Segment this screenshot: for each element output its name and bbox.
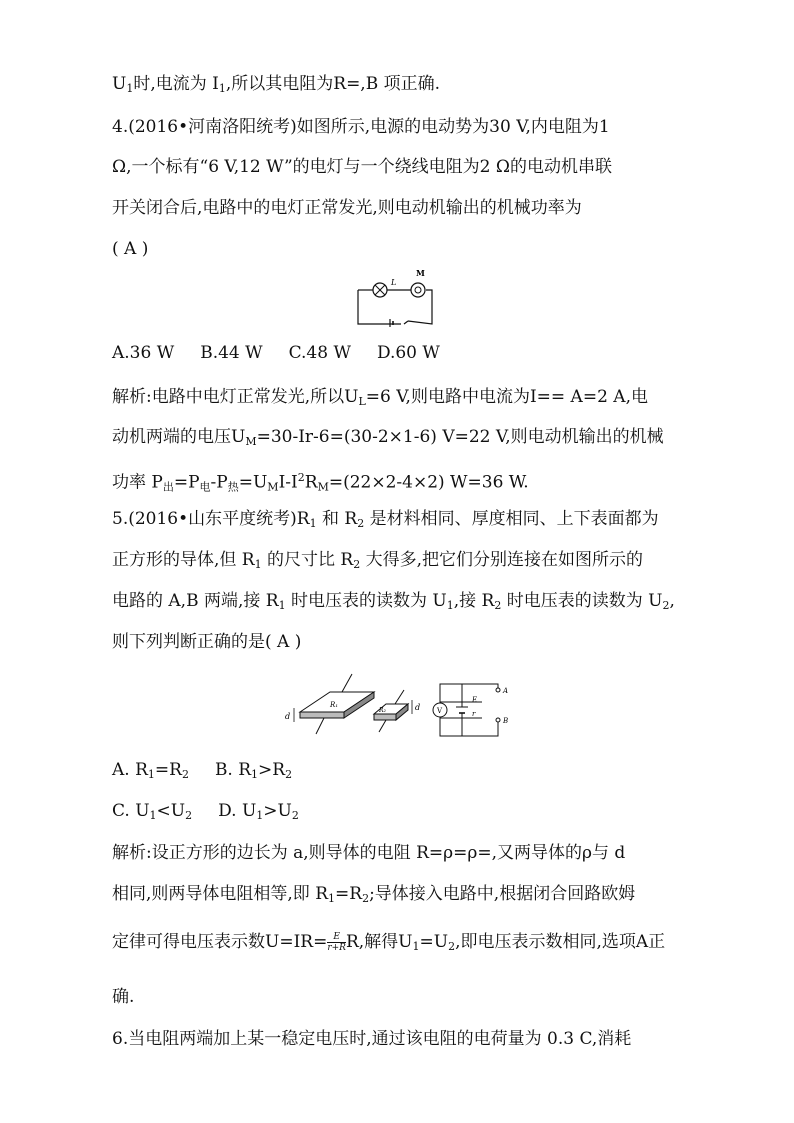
question-4-line-1: 4.(2016•河南洛阳统考)如图所示,电源的电动势为30 V,内电阻为1 [112, 117, 610, 137]
text-line-1: $U_1$时,电流为 $I_1$,所以其电阻为R=,B 项正确. [112, 74, 441, 95]
option-d: D. $U_1>U_2$ [218, 801, 299, 822]
option-a: A.36 W [112, 343, 175, 363]
question-5-explanation-3: 定律可得电压表示数U=IR= $\frac{E}{r+R}$ R,解得$U_1=U_2$,即电压表示数相同,选项A正 [112, 932, 666, 953]
conductor-r1 [300, 674, 374, 734]
question-5-line-4: 则下列判断正确的是( A ) [112, 632, 302, 652]
question-6-line-1: 6.当电阻两端加上某一稳定电压时,通过该电阻的电荷量为 0.3 C,消耗 [112, 1029, 632, 1049]
question-4-options [112, 341, 440, 365]
motor-icon [411, 283, 425, 297]
svg-text:A: A [503, 687, 509, 695]
conductor-circuit-figure [282, 668, 518, 746]
question-4-answer: ( A ) [112, 239, 149, 259]
voltmeter-circuit [433, 684, 508, 736]
svg-text:B: B [503, 717, 509, 725]
question-5-explanation-2: 相同,则两导体电阻相等,即 $R_1=R_2$;导体接入电路中,根据闭合回路欧姆 [112, 884, 636, 905]
circuit-figure-1 [356, 268, 436, 328]
svg-text:V: V [437, 707, 443, 715]
question-4-line-2: Ω,一个标有“6 V,12 W”的电灯与一个绕线电阻为2 Ω的电动机串联 [112, 157, 612, 177]
question-5-explanation-4: 确. [112, 987, 135, 1007]
svg-text:R₁: R₁ [330, 701, 339, 709]
question-4-explanation-3: 功率 $P_出=P_电-P_热=U_MI-I^2R_M=(22\times 2-4\times 2)$ W=36 W. [112, 471, 529, 494]
option-b: B. $R_1>R_2$ [214, 760, 293, 781]
svg-text:E: E [472, 696, 478, 704]
thickness-marker-d [285, 708, 294, 722]
question-4-explanation-1: 解析:电路中电灯正常发光,所以$U_L=6$ V,则电路中电流为I== A=2 A,电 [112, 387, 648, 408]
option-c: C.48 W [288, 343, 351, 363]
option-d: D.60 W [376, 343, 440, 363]
question-4-line-3: 开关闭合后,电路中的电灯正常发光,则电动机输出的机械功率为 [112, 198, 582, 218]
question-5-line-2: 正方形的导体,但 $R_1$ 的尺寸比 $R_2$ 大得多,把它们分别连接在如图所示的 [112, 550, 644, 571]
question-5-options-ab [112, 758, 292, 787]
question-4-explanation-2: 动机两端的电压$U_M=30-Ir-6=(30-2\times 1-6)$ V=22 V,则电动机输出的机械 [112, 427, 664, 448]
option-c: C. $U_1<U_2$ [112, 801, 193, 822]
motor-label: M [416, 268, 425, 278]
svg-text:d: d [285, 712, 291, 721]
fraction-e-over-r-plus-r: $\frac{E}{r+R}$ [327, 932, 346, 953]
svg-text:r: r [472, 710, 476, 718]
conductor-r2 [374, 690, 420, 732]
svg-text:R₂: R₂ [379, 707, 386, 714]
lamp-label: L [391, 278, 397, 287]
question-5-line-3: 电路的 A,B 两端,接 $R_1$ 时电压表的读数为 $U_1$,接 $R_2$ 时电压表的读数为 $U_2$, [112, 591, 675, 612]
option-a: A. $R_1=R_2$ [112, 760, 189, 781]
option-b: B.44 W [200, 343, 263, 363]
lamp-icon [373, 283, 387, 297]
question-5-line-1: 5.(2016•山东平度统考)$R_1$ 和 $R_2$ 是材料相同、厚度相同、上下表面都为 [112, 509, 659, 530]
svg-text:d: d [415, 703, 421, 712]
question-5-options-cd [112, 799, 299, 828]
question-5-explanation-1: 解析:设正方形的边长为 a,则导体的电阻 R=ρ=ρ=,又两导体的ρ与 d [112, 843, 626, 863]
